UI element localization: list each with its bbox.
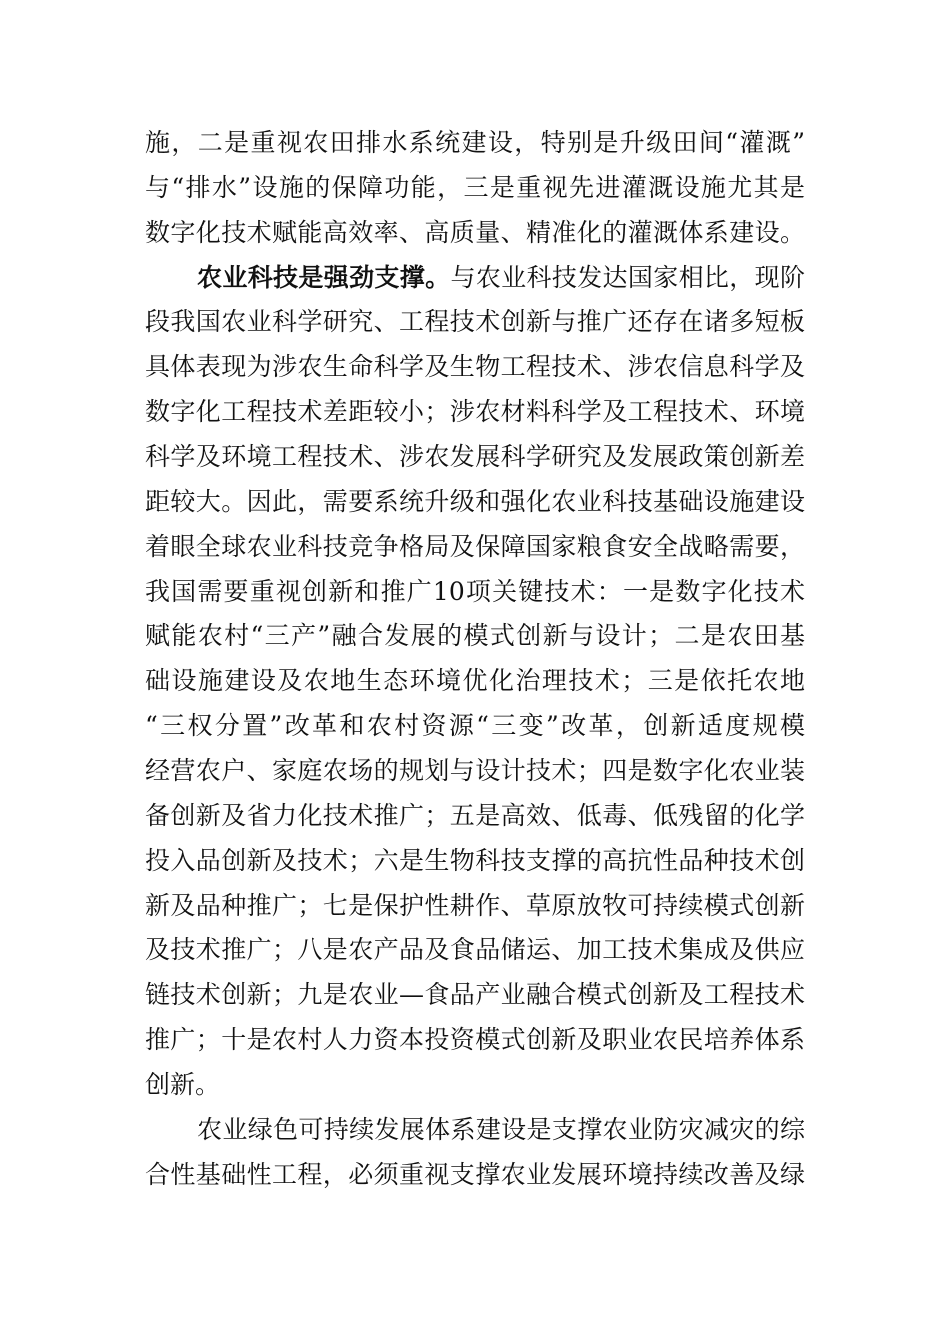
line-text: 及技术推广；八是农产品及食品储运、加工技术集成及供应 [145,935,805,965]
text-line [145,390,805,435]
line-text: “三权分置”改革和农村资源“三变”改革，创新适度规模 [145,711,805,741]
text-line [145,166,805,211]
line-text: 农业绿色可持续发展体系建设是支撑农业防灾减灾的综 [197,1114,805,1144]
text-line [145,704,805,749]
line-text: 经营农户、家庭农场的规划与设计技术；四是数字化农业装 [145,756,805,786]
text-line [145,614,805,659]
line-text: 具体表现为涉农生命科学及生物工程技术、涉农信息科学及 [145,352,805,382]
paragraph [145,1108,805,1198]
line-text: 科学及环境工程技术、涉农发展科学研究及发展政策创新差 [145,442,805,472]
text-line [145,749,805,794]
line-text: 备创新及省力化技术推广；五是高效、低毒、低残留的化学 [145,800,805,830]
line-text: 数字化工程技术差距较小；涉农材料科学及工程技术、环境 [145,397,805,427]
text-line [145,1063,805,1108]
text-line [145,928,805,973]
line-text: 与“排水”设施的保障功能，三是重视先进灌溉设施尤其是 [145,172,805,202]
text-line [145,300,805,345]
document-page [145,121,805,1198]
text-line [145,435,805,480]
text-line [145,211,805,256]
text-line [145,570,805,615]
text-line [145,884,805,929]
line-text: 段我国农业科学研究、工程技术创新与推广还存在诸多短板 [145,307,805,337]
text-line [145,1108,805,1153]
line-text: 新及品种推广；七是保护性耕作、草原放牧可持续模式创新 [145,890,805,920]
text-line [145,839,805,884]
text-line [145,345,805,390]
line-text: 合性基础性工程，必须重视支撑农业发展环境持续改善及绿 [145,1159,805,1189]
line-text: 投入品创新及技术；六是生物科技支撑的高抗性品种技术创 [145,845,805,875]
line-text: 着眼全球农业科技竞争格局及保障国家粮食安全战略需要， [145,531,805,561]
line-text: 推广；十是农村人力资本投资模式创新及职业农民培养体系 [145,1025,805,1055]
line-text: 数字化技术赋能高效率、高质量、精准化的灌溉体系建设。 [145,217,805,247]
text-line [145,121,805,166]
line-text: 施，二是重视农田排水系统建设，特别是升级田间“灌溉” [145,128,805,157]
text-line [145,525,805,570]
line-text: 我国需要重视创新和推广10项关键技术：一是数字化技术 [145,576,805,606]
text-line [145,794,805,839]
paragraph [145,256,805,1108]
text-line [145,480,805,525]
text-line [145,973,805,1018]
line-text: 距较大。因此，需要系统升级和强化农业科技基础设施建设 [145,486,805,516]
line-text: 创新。 [145,1070,221,1100]
line-text: 赋能农村“三产”融合发展的模式创新与设计；二是农田基 [145,621,805,651]
text-line [145,1153,805,1198]
line-text: 与农业科技发达国家相比，现阶 [450,262,805,292]
paragraph [145,121,805,256]
line-text: 链技术创新；九是农业—食品产业融合模式创新及工程技术 [145,980,805,1010]
text-line [145,659,805,704]
line-text: 础设施建设及农地生态环境优化治理技术；三是依托农地 [145,666,805,696]
bold-lead-heading: 农业科技是强劲支撑。 [197,262,451,292]
text-line [145,256,805,301]
text-line [145,1018,805,1063]
